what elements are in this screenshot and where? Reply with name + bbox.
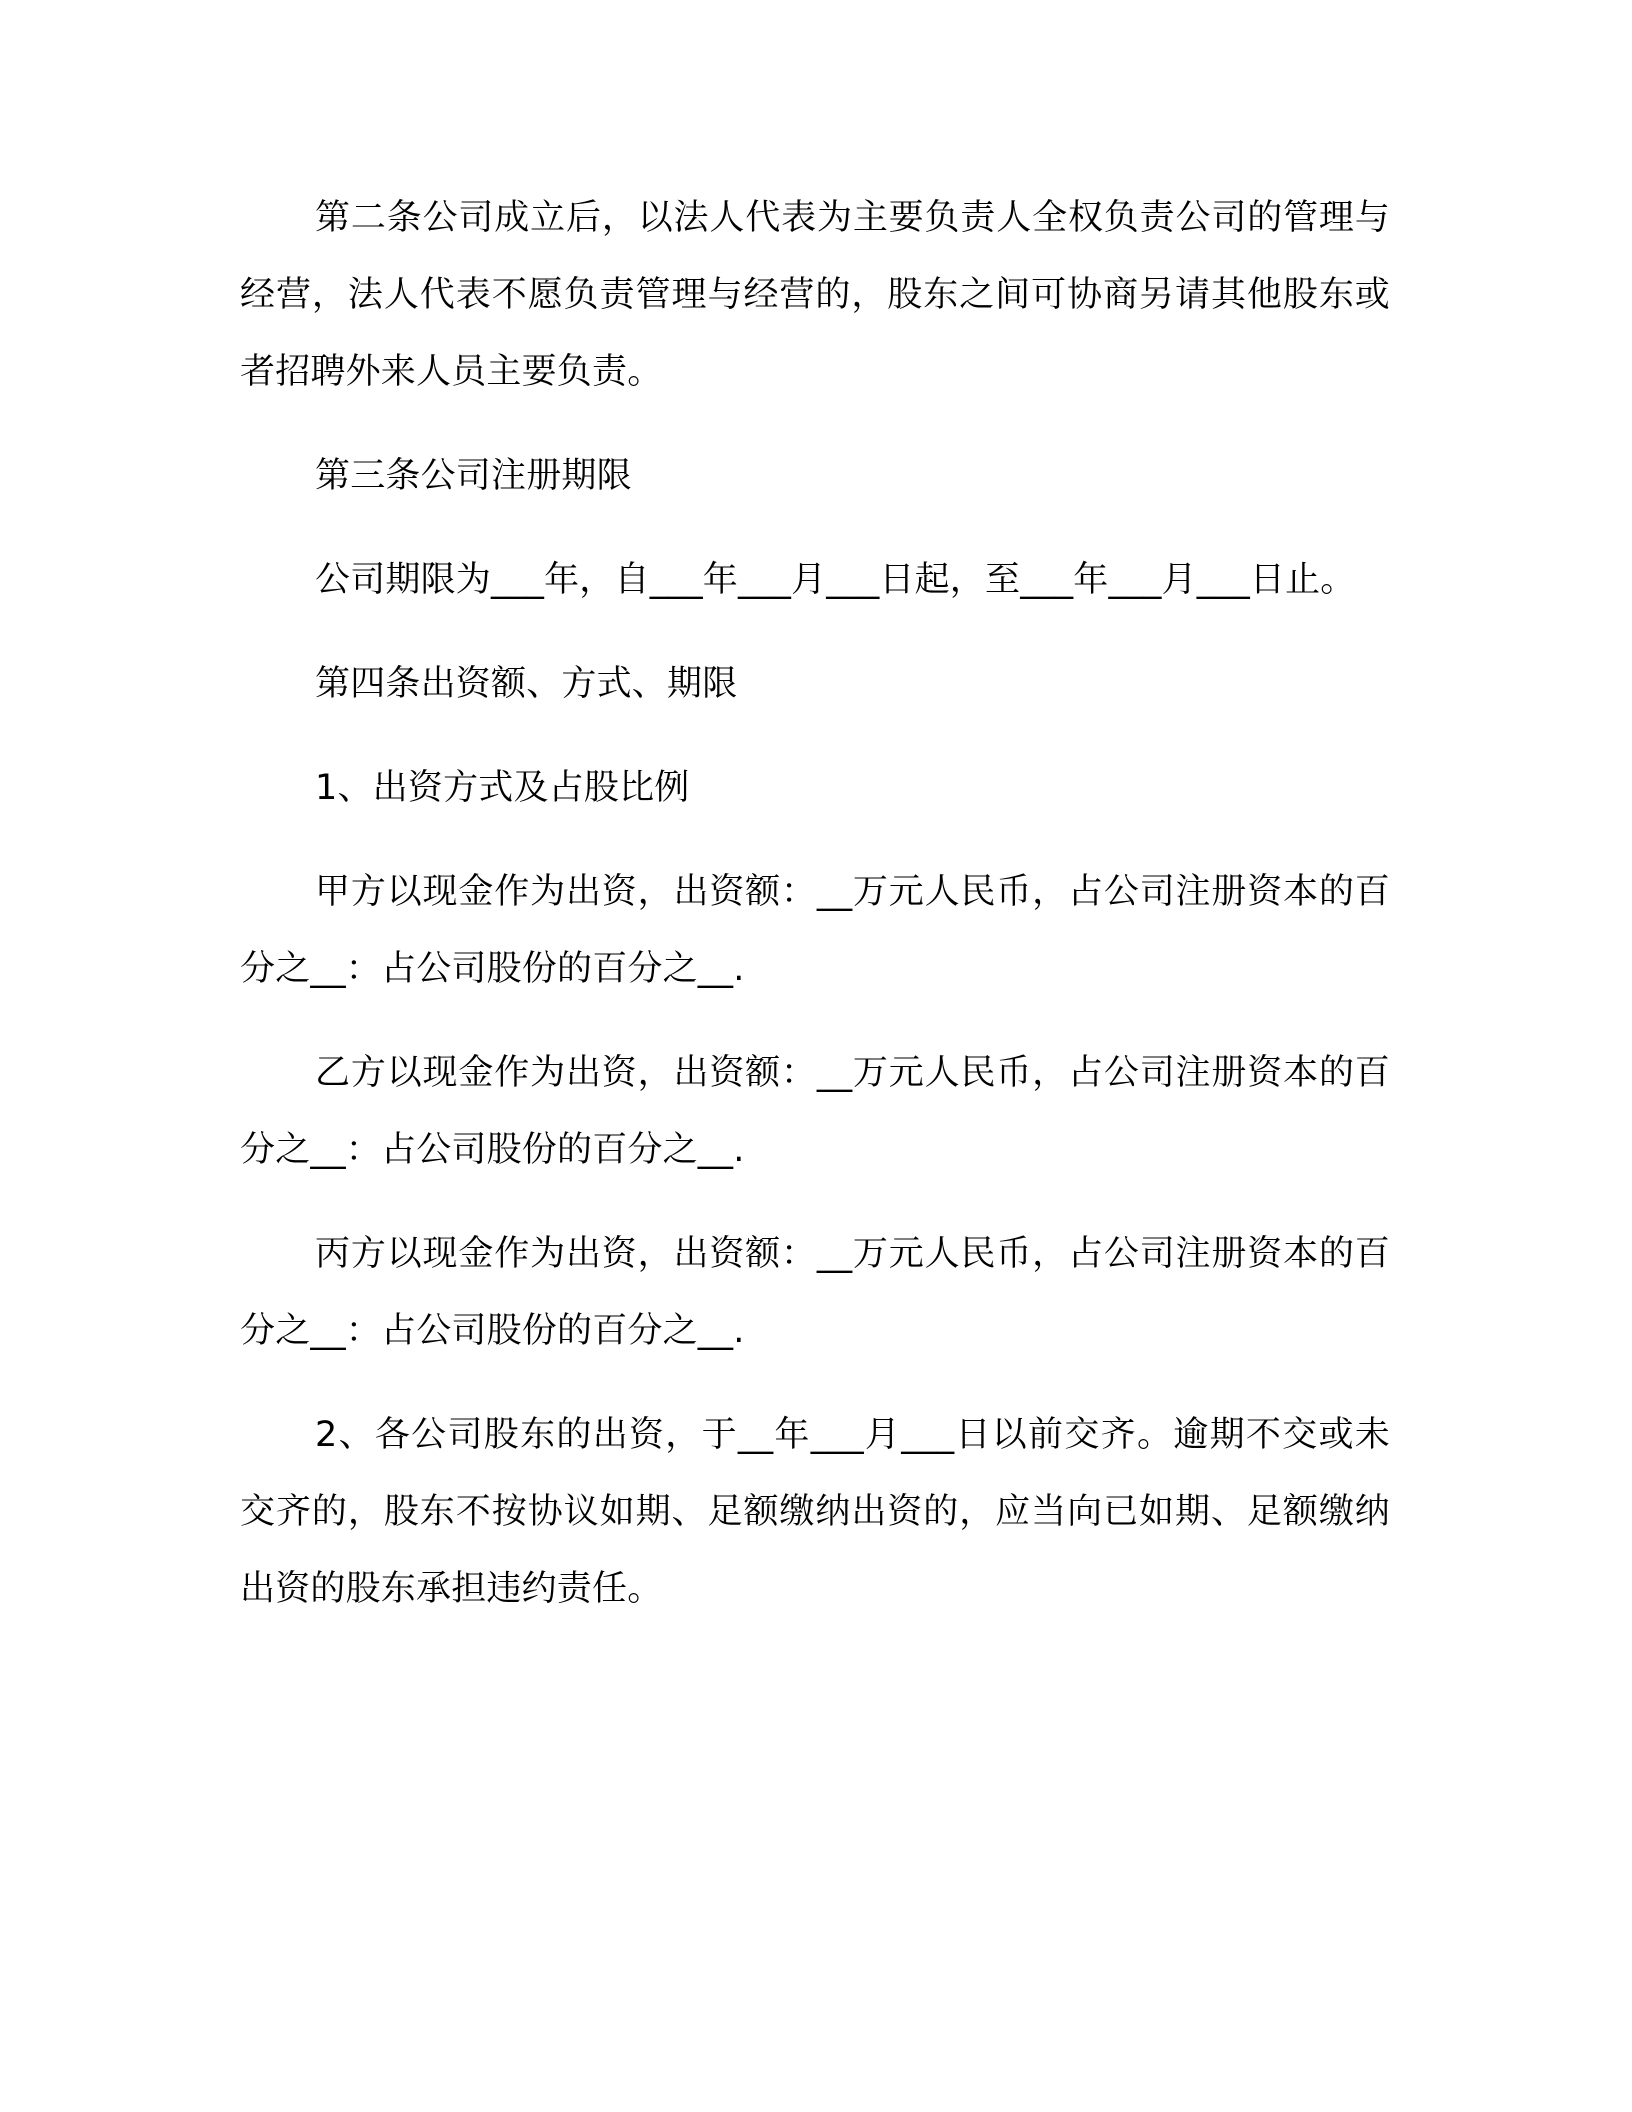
party-c-contribution-paragraph: 丙方以现金作为出资，出资额：__万元人民币，占公司注册资本的百分之__：占公司股份的百分之__. bbox=[240, 1234, 1390, 1351]
contribution-deadline-paragraph: 2、各公司股东的出资，于__年___月___日以前交齐。逾期不交或未交齐的，股东不按协议如期、足额缴纳出资的，应当向已如期、足额缴纳出资的股东承担违约责任。 bbox=[240, 1415, 1390, 1609]
party-b-contribution-paragraph: 乙方以现金作为出资，出资额：__万元人民币，占公司注册资本的百分之__：占公司股份的百分之__. bbox=[240, 1053, 1390, 1170]
company-term-paragraph: 公司期限为___年，自___年___月___日起，至___年___月___日止。 bbox=[315, 560, 1356, 600]
document-body bbox=[240, 180, 1390, 1655]
article-4-heading: 第四条出资额、方式、期限 bbox=[315, 664, 738, 704]
contribution-method-heading: 1、出资方式及占股比例 bbox=[315, 768, 690, 808]
party-a-contribution-paragraph: 甲方以现金作为出资，出资额：__万元人民币，占公司注册资本的百分之__：占公司股份的百分之__. bbox=[240, 872, 1390, 989]
article-3-heading: 第三条公司注册期限 bbox=[315, 456, 632, 496]
article-2-paragraph: 第二条公司成立后，以法人代表为主要负责人全权负责公司的管理与经营，法人代表不愿负责管理与经营的，股东之间可协商另请其他股东或者招聘外来人员主要负责。 bbox=[240, 198, 1390, 392]
